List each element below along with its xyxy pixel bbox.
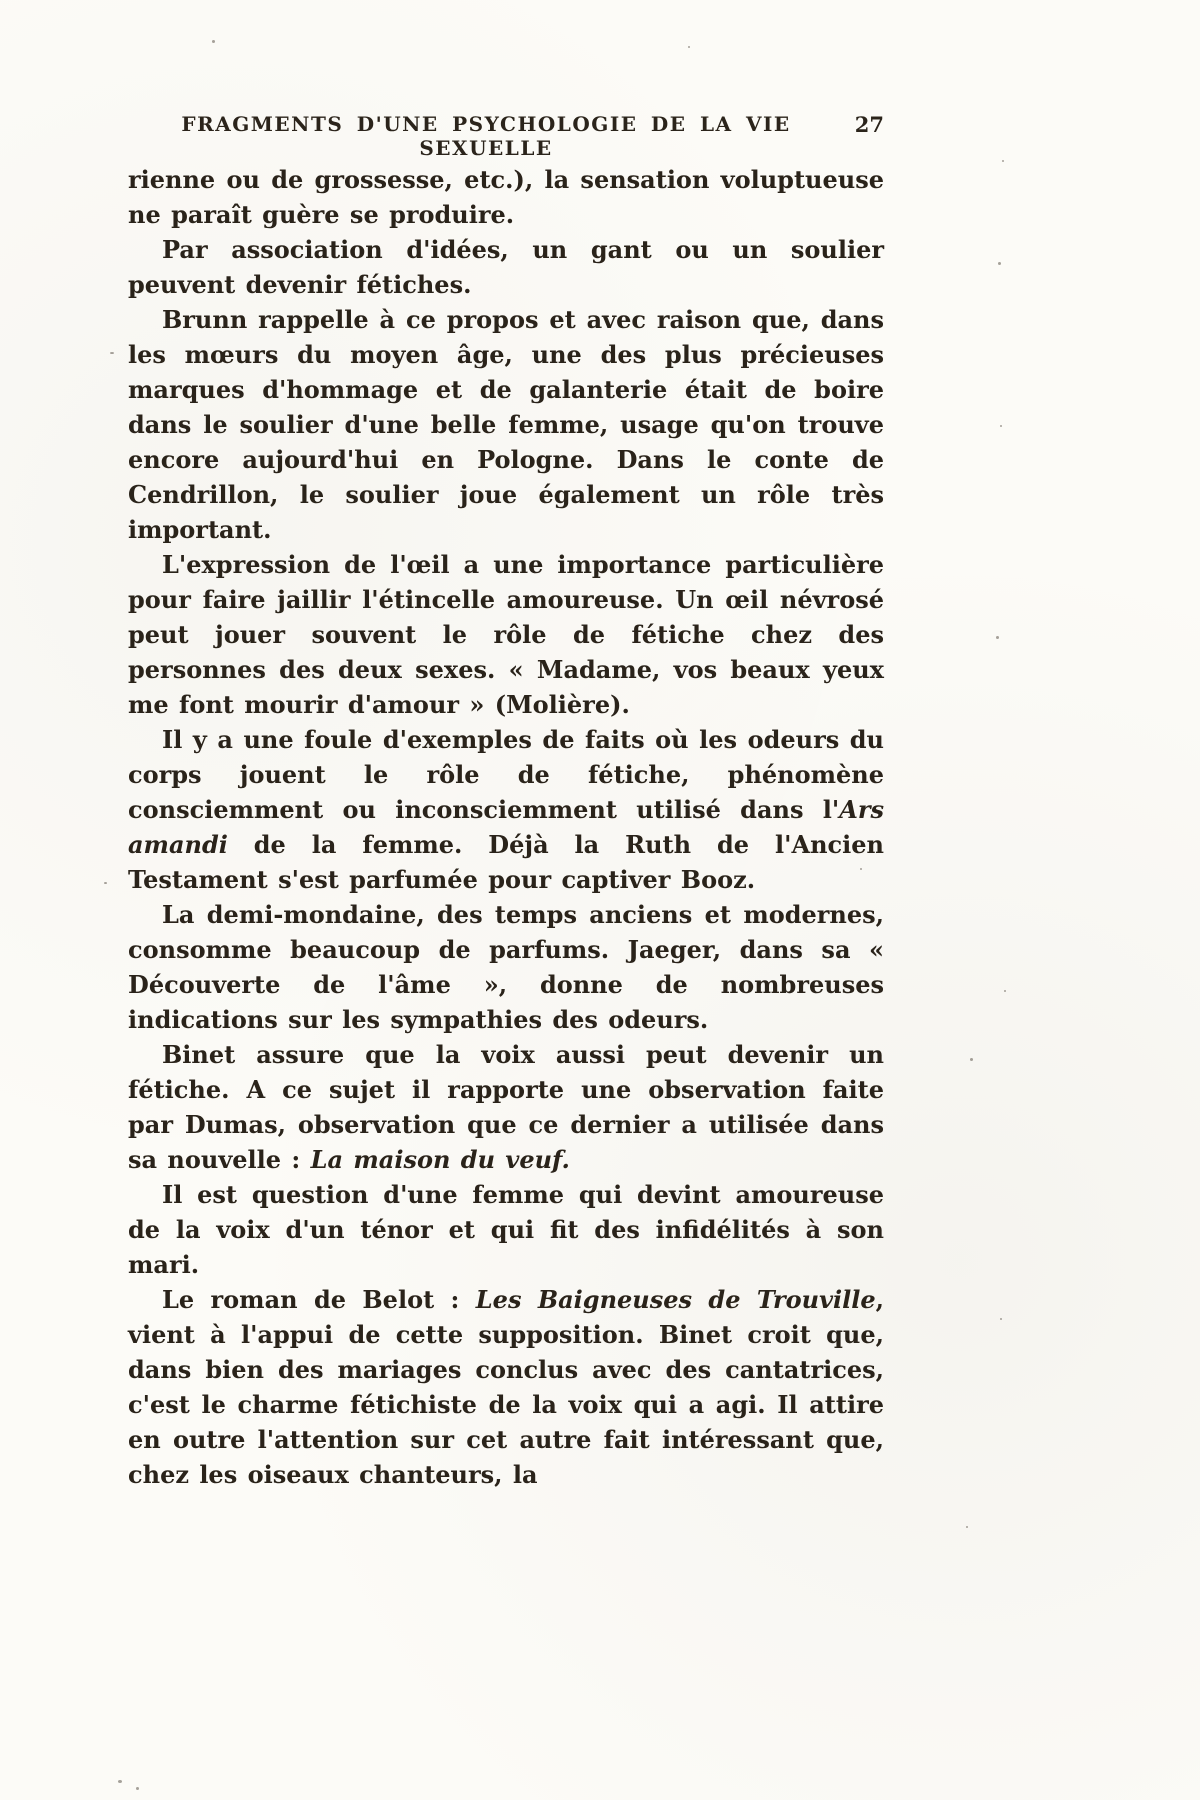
scan-speck: [1000, 425, 1002, 427]
paragraph: [128, 547, 884, 722]
scan-speck: [688, 46, 690, 48]
running-header: [128, 112, 884, 160]
scan-speck: [110, 352, 114, 354]
paragraph: [128, 1282, 884, 1492]
body-text: Brunn rappelle à ce propos et avec raison que, dans les mœurs du moyen âge, une des plus précieuses marques d'hommage et de galanterie était de boire dans le soulier d'une belle femme, usage qu'on trouve encore aujourd'hui en Pologne. Dans le conte de Cendrillon, le soulier joue également un rôle très important.: [128, 305, 884, 544]
text-column: [128, 112, 884, 1492]
scan-speck: [998, 262, 1001, 265]
body-text: , vient à l'appui de cette supposition. Binet croit que, dans bien des mariages conclus avec des cantatrices, c'est le charme fétichiste de la voix qui a agi. Il attire en outre l'attention sur cet autre fait intéressant que, chez les oiseaux chanteurs, la: [128, 1285, 884, 1489]
scan-speck: [970, 1058, 973, 1061]
scan-speck: [1002, 160, 1004, 162]
paragraph: [128, 232, 884, 302]
italic-text: Les Baigneuses de Trouville: [475, 1285, 876, 1314]
body-text: Le roman de Belot :: [162, 1285, 476, 1314]
scan-speck: [1000, 1318, 1002, 1320]
page-body: [128, 162, 884, 1492]
body-text: Par association d'idées, un gant ou un soulier peuvent devenir fétiches.: [128, 235, 884, 299]
running-header-title: FRAGMENTS D'UNE PSYCHOLOGIE DE LA VIE SEXUELLE: [181, 112, 791, 160]
body-text: Binet assure que la voix aussi peut devenir un fétiche. A ce sujet il rapporte une observation faite par Dumas, observation que ce dernier a utilisée dans sa nouvelle :: [128, 1040, 884, 1174]
scan-speck: [118, 1780, 122, 1783]
body-text: Il y a une foule d'exemples de faits où les odeurs du corps jouent le rôle de fétiche, phénomène consciemment ou inconsciemment utilisé dans l': [128, 725, 884, 824]
body-text: rienne ou de grossesse, etc.), la sensation voluptueuse ne paraît guère se produire.: [128, 165, 884, 229]
body-text: L'expression de l'œil a une importance particulière pour faire jaillir l'étincelle amoureuse. Un œil névrosé peut jouer souvent le rôle de fétiche chez des personnes des deux sexes. « Madame, vos beaux yeux me font mourir d'amour » (Molière).: [128, 550, 884, 719]
paragraph: [128, 722, 884, 897]
paragraph: [128, 897, 884, 1037]
paragraph: [128, 302, 884, 547]
paragraph: [128, 1177, 884, 1282]
body-text: Il est question d'une femme qui devint amoureuse de la voix d'un ténor et qui fit des infidélités à son mari.: [128, 1180, 884, 1279]
scan-speck: [966, 1526, 968, 1528]
page-number: 27: [854, 112, 884, 137]
italic-text: La maison du veuf.: [310, 1145, 570, 1174]
italic-text: Ars amandi: [128, 795, 884, 859]
paragraph: [128, 162, 884, 232]
scan-speck: [996, 636, 999, 639]
body-text: La demi-mondaine, des temps anciens et modernes, consomme beaucoup de parfums. Jaeger, dans sa « Découverte de l'âme », donne de nombreuses indications sur les sympathies des odeurs.: [128, 900, 884, 1034]
body-text: de la femme. Déjà la Ruth de l'Ancien Testament s'est parfumée pour captiver Booz.: [128, 830, 884, 894]
scan-speck: [1004, 990, 1006, 992]
scan-speck: [104, 882, 107, 884]
scan-speck: [136, 1787, 139, 1790]
scan-speck: [212, 40, 215, 43]
paragraph: [128, 1037, 884, 1177]
